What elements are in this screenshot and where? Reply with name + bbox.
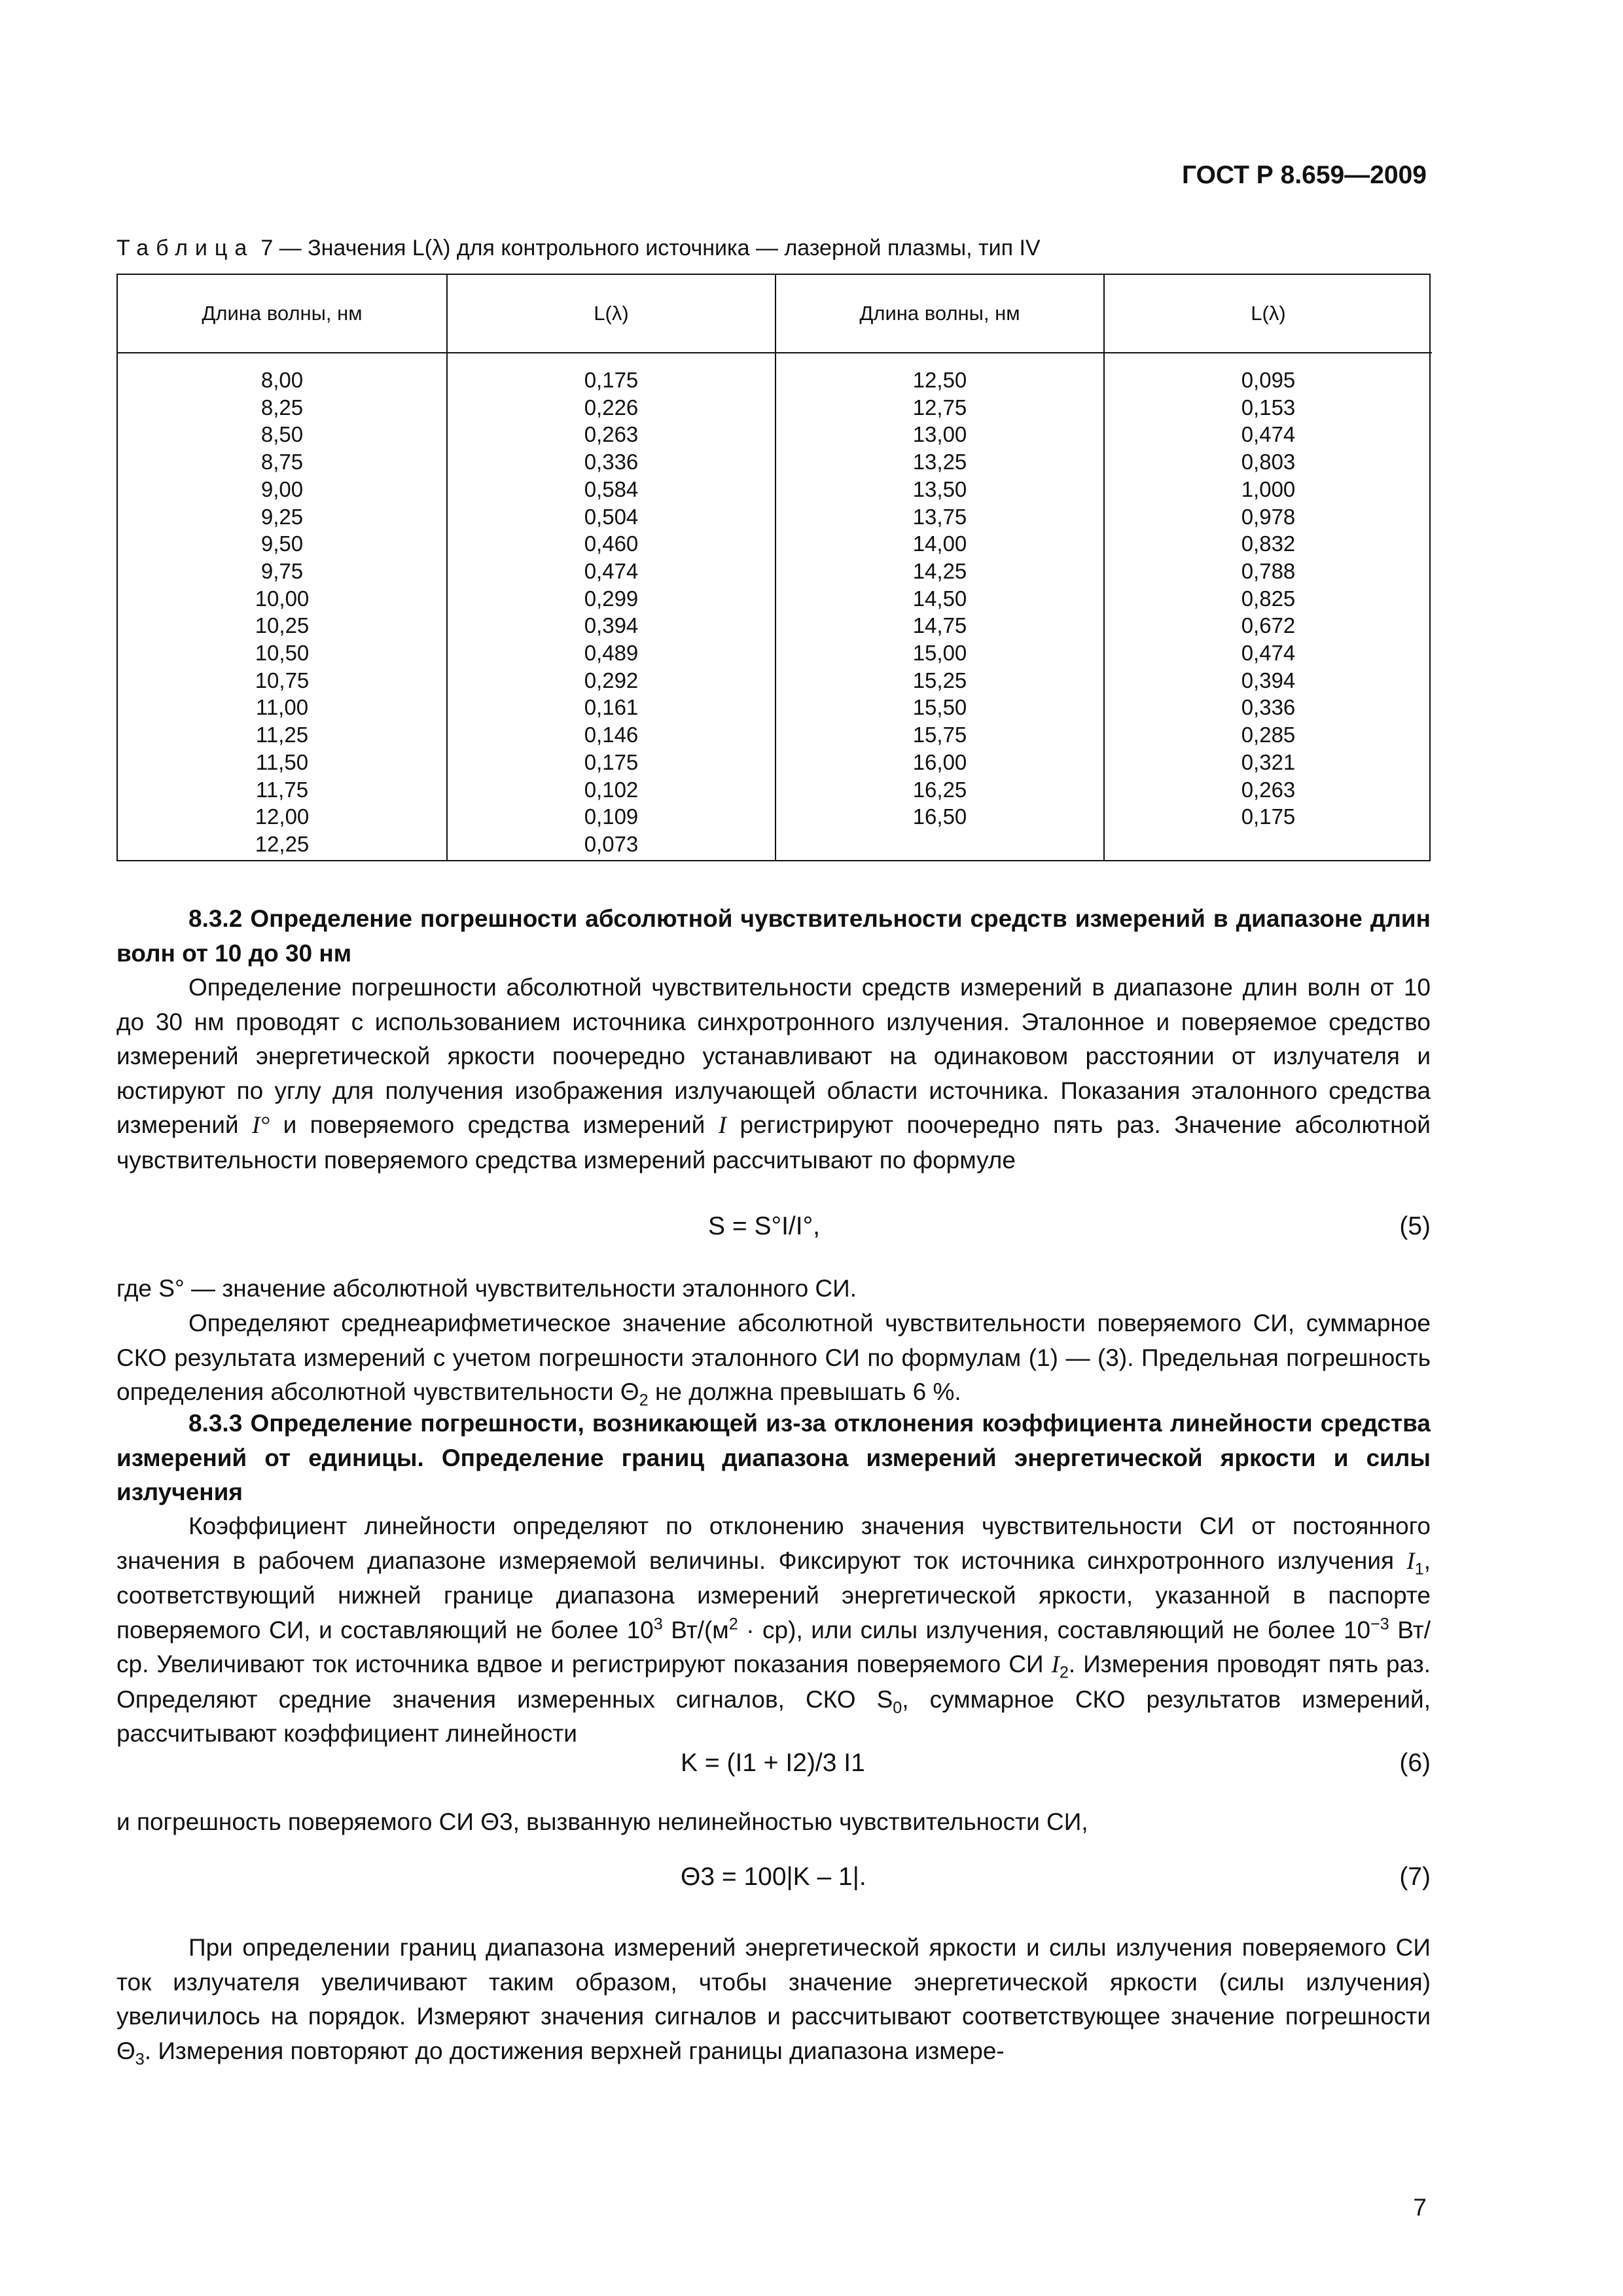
table-cell: 0,109 (584, 804, 639, 829)
section-8-3-2-paragraph-1 (116, 971, 1431, 1177)
table-cell: 0,489 (584, 641, 639, 666)
table-cell: 15,75 (912, 723, 967, 747)
table-cell: 9,50 (260, 531, 304, 556)
table-cell: 0,263 (584, 422, 639, 447)
table-column-l-2 (1103, 275, 1432, 860)
table-cell: 0,978 (1241, 504, 1296, 529)
symbol: I° (252, 1112, 270, 1139)
table-cell: 0,584 (584, 476, 639, 501)
table-cell: 11,50 (255, 749, 309, 774)
section-8-3-2-paragraph-2 (116, 1306, 1431, 1410)
paragraph-text: не должна превышать 6 %. (654, 1378, 961, 1405)
table-cell: 0,832 (1241, 531, 1296, 556)
table-cell: 16,50 (912, 804, 967, 829)
table-cell: 8,25 (260, 395, 304, 420)
symbol: I (718, 1112, 727, 1139)
table-cell: 8,75 (260, 450, 304, 475)
table-cell: 8,00 (260, 368, 304, 392)
table-cell: 16,25 (912, 777, 967, 802)
table-cell: 0,672 (1241, 613, 1296, 638)
table-cell: 11,25 (255, 723, 309, 747)
symbol: I (1406, 1547, 1415, 1575)
table-cell: 1,000 (1241, 476, 1296, 501)
table-cell: 13,00 (912, 422, 967, 447)
table-column-values (118, 367, 446, 858)
table-cell: 0,825 (1241, 586, 1296, 611)
table-cell: 10,50 (255, 641, 310, 666)
symbol: I (1051, 1651, 1060, 1678)
subscript: 1 (1414, 1559, 1424, 1578)
table-cell: 12,00 (255, 804, 310, 829)
section-8-3-2-heading: 8.3.2 Определение погрешности абсолютной чувствительности средств измерений в диапазоне длин волн от 10 до 30 нм (116, 905, 1431, 967)
paragraph-text: . Измерения повторяют до достижения верхней границы диапазона измере- (144, 2037, 1005, 2064)
table-cell: 13,25 (912, 450, 967, 475)
table-caption-word: Таблица (116, 236, 255, 260)
formula-7: Θ3 = 100|K – 1|. (681, 1863, 866, 1891)
table-cell: 16,00 (912, 749, 967, 774)
section-8-3-3-paragraph-2: и погрешность поверяемого СИ Θ3, вызванную нелинейностью чувствительности СИ, (116, 1808, 1088, 1835)
table-cell: 0,803 (1241, 450, 1296, 475)
paragraph-text: Коэффициент линейности определяют по отклонению значения чувствительности СИ от постоянного значения в рабочем диапазоне измеряемой величины. Фиксируют ток источника синхротронного излучения (116, 1513, 1431, 1574)
section-8-3-3-paragraph-3 (116, 1931, 1431, 2068)
formula-5-number: (5) (1399, 1212, 1431, 1240)
table-column-values (776, 367, 1103, 831)
table-cell: 0,336 (584, 450, 639, 475)
table-cell: 9,00 (260, 476, 304, 501)
table-cell: 12,25 (255, 831, 310, 856)
formula-7-number: (7) (1399, 1863, 1431, 1891)
table-cell: 0,299 (584, 586, 639, 611)
paragraph-text: регистрируют поочередно пять раз. Значение абсолютной чувствительности поверяемого средства измерений рассчитывают по формуле (116, 1111, 1431, 1174)
table-cell: 8,50 (260, 422, 304, 447)
table-cell: 0,292 (584, 668, 639, 692)
table-cell: 0,263 (1241, 777, 1296, 802)
table-cell: 0,175 (1241, 804, 1296, 829)
where-clause: где S° — значение абсолютной чувствительности эталонного СИ. (116, 1275, 857, 1302)
table-cell: 0,460 (584, 531, 639, 556)
table-cell: 0,394 (1241, 668, 1296, 692)
table-cell: 11,75 (255, 777, 309, 802)
section-8-3-3-paragraph-1 (116, 1509, 1431, 1751)
subscript: 0 (893, 1698, 902, 1717)
table-cell: 0,153 (1241, 395, 1296, 420)
table-cell: 13,50 (912, 476, 967, 501)
table-cell: 14,75 (912, 613, 967, 638)
table-cell: 0,146 (584, 723, 639, 747)
table-cell: 0,474 (1241, 422, 1296, 447)
table-cell: 0,095 (1241, 368, 1296, 392)
table-column-l-1 (446, 275, 775, 860)
table-cell: 15,00 (912, 641, 967, 666)
table-cell: 0,321 (1241, 749, 1296, 774)
table-column-wavelength-2 (775, 275, 1103, 860)
formula-6-number: (6) (1399, 1749, 1431, 1777)
paragraph-text: Вт/ср. Увеличивают ток источника вдвое и регистрируют показания поверяемого СИ (116, 1616, 1431, 1677)
table-cell: 14,00 (912, 531, 967, 556)
table-caption (116, 236, 1041, 261)
superscript: −3 (1370, 1615, 1389, 1634)
table-cell: 10,00 (255, 586, 310, 611)
paragraph-text: . Измерения проводят пять раз. Определяют средние значения измеренных сигналов, СКО S (116, 1651, 1431, 1713)
table-header-cell: Длина волны, нм (118, 275, 446, 353)
section-8-3-3-heading: 8.3.3 Определение погрешности, возникающей из-за отклонения коэффициента линейности средства измерений от единицы. Определение границ диапазона измерений энергетической яркости и силы излучения (116, 1410, 1431, 1505)
table-cell: 14,50 (912, 586, 967, 611)
formula-5: S = S°I/I°, (708, 1212, 821, 1240)
paragraph-text: и поверяемого средства измерений (283, 1111, 705, 1138)
table-cell: 0,175 (584, 749, 639, 774)
paragraph-text: Определяют среднеарифметическое значение абсолютной чувствительности поверяемого СИ, суммарное СКО результата измерений с учетом погрешности эталонного СИ по формулам (1) — (3). Предельная погрешность определения абсолютной чувствительности Θ (116, 1310, 1431, 1405)
paragraph-text: Вт/(м (671, 1616, 729, 1643)
table-cell: 11,00 (255, 695, 309, 720)
table-cell: 0,474 (1241, 641, 1296, 666)
table-cell: 0,504 (584, 504, 639, 529)
subscript: 2 (639, 1391, 649, 1410)
table-cell: 13,75 (912, 504, 967, 529)
table-cell: 12,75 (912, 395, 967, 420)
paragraph-text: , соответствующий нижней границе диапазона измерений энергетической яркости, указанной в паспорте поверяемого СИ, и составляющий не более 10 (116, 1547, 1431, 1643)
table-cell: 10,75 (255, 668, 310, 692)
table-cell: 15,50 (912, 695, 967, 720)
table-cell: 0,073 (584, 831, 639, 856)
table-cell: 9,75 (260, 558, 304, 583)
table-cell: 12,50 (912, 368, 967, 392)
table-cell: 0,226 (584, 395, 639, 420)
table-cell: 0,161 (584, 695, 639, 720)
table-cell: 9,25 (260, 504, 304, 529)
table-cell: 0,788 (1241, 558, 1296, 583)
table-header-cell: Длина волны, нм (776, 275, 1103, 353)
table-column-wavelength-1 (118, 275, 446, 860)
table-cell: 0,285 (1241, 723, 1296, 747)
table-cell: 0,102 (584, 777, 639, 802)
table-cell: 10,25 (255, 613, 310, 638)
page-number: 7 (1413, 2194, 1427, 2221)
paragraph-text: При определении границ диапазона измерений энергетической яркости и силы излучения поверяемого СИ ток излучателя увеличивают таким образом, чтобы значение энергетической яркости (силы излучения) увеличилось на порядок. Измеряют значения сигналов и рассчитывают соответствующее значение погрешности Θ (116, 1934, 1431, 2064)
subscript: 2 (1059, 1663, 1069, 1682)
paragraph-text: , суммарное СКО результатов измерений, рассчитывают коэффициент линейности (116, 1685, 1431, 1747)
formula-6: K = (I1 + I2)/3 I1 (681, 1749, 865, 1777)
document-code: ГОСТ Р 8.659—2009 (1182, 161, 1427, 189)
paragraph-text: Определение погрешности абсолютной чувствительности средств измерений в диапазоне длин волн от 10 до 30 нм проводят с использованием источника синхротронного излучения. Эталонное и поверяемое средство измерений энергетической яркости поочередно устанавливают на одинаковом расстоянии от излучателя и юстируют по углу для получения изображения излучающей области источника. Показания эталонного средства измерений (116, 974, 1431, 1138)
table-cell: 14,25 (912, 558, 967, 583)
table-column-values (448, 367, 775, 858)
table-cell: 0,394 (584, 613, 639, 638)
table-caption-text: 7 — Значения L(λ) для контрольного источника — лазерной плазмы, тип IV (260, 236, 1041, 260)
table-column-values (1105, 367, 1432, 831)
wavelength-table (116, 274, 1431, 861)
table-cell: 15,25 (912, 668, 967, 692)
paragraph-text: · ср), или силы излучения, составляющий не более 10 (746, 1616, 1371, 1643)
table-header-cell: L(λ) (1105, 275, 1432, 353)
superscript: 3 (653, 1615, 663, 1634)
subscript: 3 (135, 2049, 145, 2068)
table-header-cell: L(λ) (448, 275, 775, 353)
table-cell: 0,336 (1241, 695, 1296, 720)
superscript: 2 (728, 1615, 738, 1634)
table-cell: 0,474 (584, 558, 639, 583)
table-cell: 0,175 (584, 368, 639, 392)
